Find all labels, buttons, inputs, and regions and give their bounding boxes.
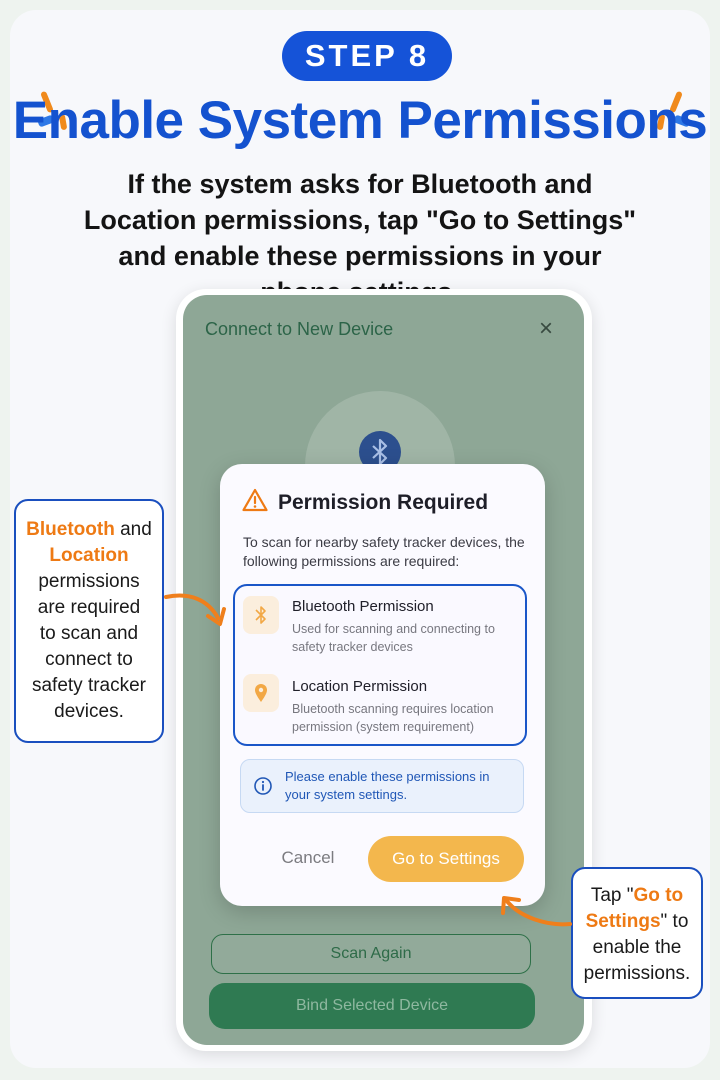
dialog-description: To scan for nearby safety tracker devices, the following permissions are required:: [243, 534, 525, 569]
page-title: Enable System Permissions: [12, 91, 708, 150]
permission-title: Location Permission: [292, 678, 428, 695]
info-text: Please enable these permissions in your system settings.: [285, 769, 490, 802]
permission-title: Bluetooth Permission: [292, 598, 434, 615]
close-icon[interactable]: ×: [539, 315, 554, 342]
callout-text: permissions are required to scan and connect to safety tracker devices.: [31, 571, 147, 722]
page-subtitle: If the system asks for Bluetooth and Location permissions, tap "Go to Settings" and enable these permissions in your: [83, 169, 637, 271]
callout-text: " to enable the permissions.: [583, 911, 691, 984]
callout-highlight-location: Location: [49, 545, 129, 566]
phone-screen-title: Connect to New Device: [205, 319, 394, 339]
callout-highlight-bluetooth: Bluetooth: [26, 519, 115, 540]
permission-description: Bluetooth scanning requires location permission (system requirement): [292, 702, 494, 734]
step-badge: STEP 8: [282, 31, 452, 81]
cancel-button[interactable]: Cancel: [281, 848, 335, 867]
callout-text: Tap ": [590, 885, 634, 906]
bind-selected-device-button[interactable]: Bind Selected Device: [209, 983, 535, 1029]
go-to-settings-button[interactable]: Go to Settings: [368, 836, 524, 882]
callout-text: and: [114, 519, 152, 540]
scan-again-button[interactable]: Scan Again: [211, 934, 531, 974]
dialog-title: Permission Required: [278, 491, 489, 514]
callout-highlight-go-to-settings: Go to Settings: [585, 885, 684, 932]
permission-description: Used for scanning and connecting to safety tracker devices: [292, 622, 495, 654]
